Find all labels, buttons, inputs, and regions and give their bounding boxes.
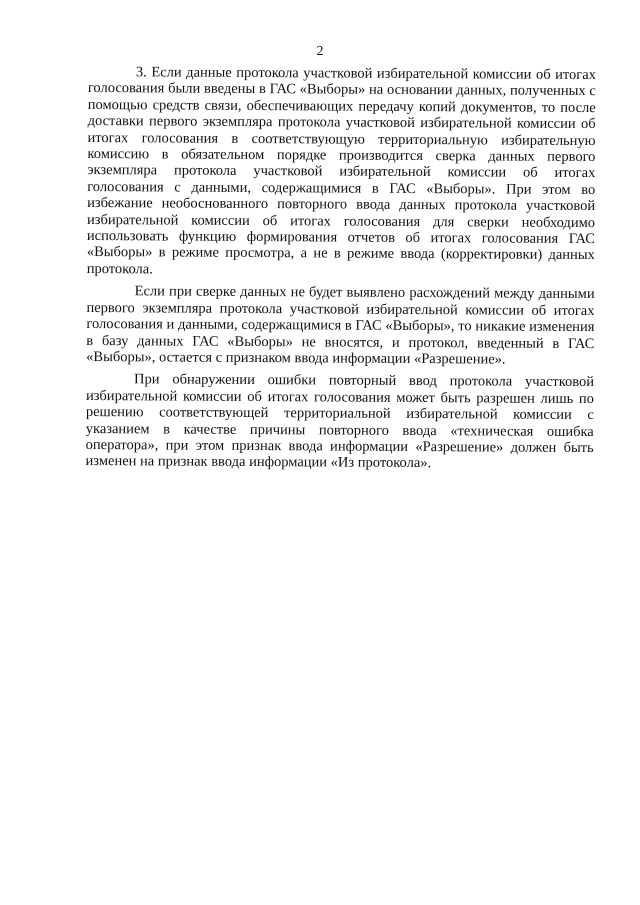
paragraph-error-reentry: При обнаружении ошибки повторный ввод протокола участковой избирательной комиссии об итогах голосования может быть разрешен лишь по решению соответствующей территориальной избирательной комиссии с указанием в качестве причины повторного ввода «техническая ошибка оператора», при этом признак ввода информации «Разрешение» должен быть изменен на признак ввода информации «Из протокола». bbox=[85, 371, 595, 472]
paragraph-section-3: 3. Если данные протокола участковой избирательной комиссии об итогах голосования были введены в ГАС «Выборы» на основании данных, полученных с помощью средств связи, обеспечивающих передачу копий документов, то после доставки первого экземпляра протокола участковой избирательной комиссии об итогах голосования в соответствующую территориальную избирательную комиссию в обязательном порядке производится сверка данных первого экземпляра протокола участковой избирательной комиссии об итогах голосования с данными, содержащимися в ГАС «Выборы». При этом во избежание необоснованного повторного ввода данных протокола участковой избирательной комиссии об итогах голосования для сверки необходимо использовать функцию формирования отчетов об итогах голосования ГАС «Выборы» в режиме просмотра, а не в режиме ввода (корректировки) данных протокола. bbox=[86, 64, 596, 278]
page-number: 2 bbox=[316, 44, 324, 59]
paragraph-no-discrepancies: Если при сверке данных не будет выявлено расхождений между данными первого экземпляра протокола участковой избирательной комиссии об итогах голосования и данными, содержащимися в ГАС «Выборы», то никакие изменения в базу данных ГАС «Выборы» не вносятся, и протокол, введенный в ГАС «Выборы», остается с признаком ввода информации «Разрешение». bbox=[86, 283, 595, 368]
document-body bbox=[85, 64, 596, 479]
